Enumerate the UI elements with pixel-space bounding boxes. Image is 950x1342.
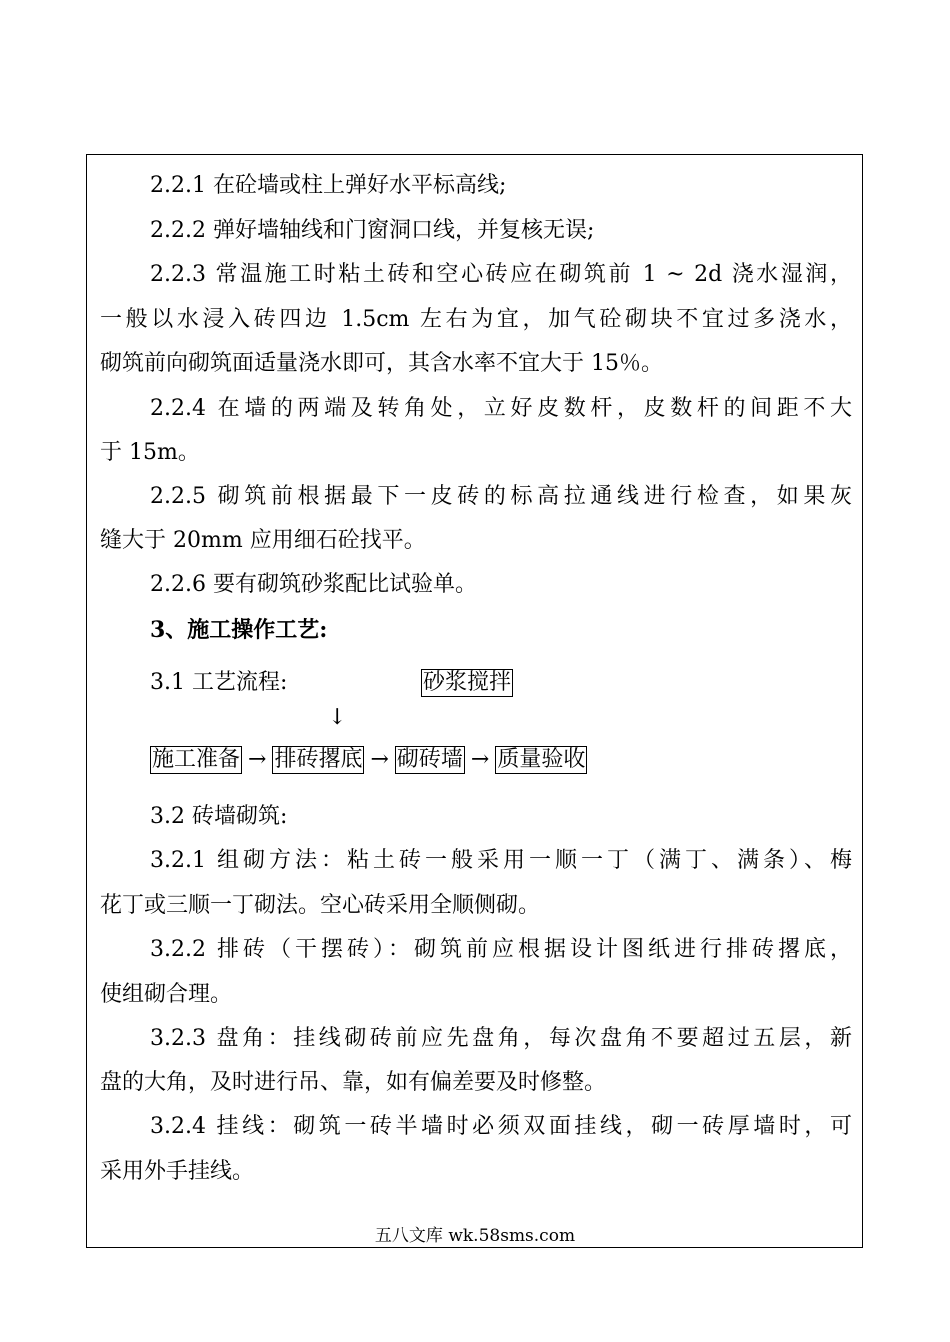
flow-box: 砌砖墙: [396, 747, 463, 772]
text-line: 花丁或三顺一丁砌法。空心砖采用全顺侧砌。: [100, 893, 541, 918]
right-arrow: →: [470, 747, 490, 772]
right-arrow: →: [370, 747, 389, 772]
text-line: 采用外手挂线。: [100, 1159, 255, 1184]
flow-label: 3.1 工艺流程:: [150, 670, 288, 695]
down-arrow: ↓: [328, 705, 347, 730]
section-heading: 3、施工操作工艺:: [150, 617, 328, 643]
text-line: 2.2.6 要有砌筑砂浆配比试验单。: [150, 572, 477, 597]
text-line: 3.2.2 排砖（干摆砖）：砌筑前应根据设计图纸进行排砖撂底，: [150, 937, 852, 962]
text-line: 于 15m。: [100, 440, 200, 465]
text-line: 3.2.4 挂线：砌筑一砖半墙时必须双面挂线，砌一砖厚墙时，可: [150, 1114, 852, 1139]
text-line: 2.2.1 在砼墙或柱上弹好水平标高线;: [150, 173, 507, 198]
text-line: 2.2.2 弹好墙轴线和门窗洞口线，并复核无误;: [150, 218, 595, 243]
text-line: 一般以水浸入砖四边 1.5cm 左右为宜，加气砼砌块不宜过多浇水，: [100, 307, 852, 332]
flow-box: 施工准备: [152, 747, 241, 772]
footer-watermark: 五八文库 wk.58sms.com: [374, 1226, 576, 1246]
flow-box: 砂浆搅拌: [423, 670, 512, 695]
text-line: 砌筑前向砌筑面适量浇水即可，其含水率不宜大于 15％。: [100, 351, 663, 376]
text-line: 缝大于 20mm 应用细石砼找平。: [100, 528, 426, 553]
text-line: 3.2.1 组砌方法：粘土砖一般采用一顺一丁（满丁、满条）、梅: [150, 848, 852, 873]
text-line: 3.2 砖墙砌筑:: [150, 804, 288, 829]
text-line: 3.2.3 盘角：挂线砌砖前应先盘角，每次盘角不要超过五层，新: [150, 1026, 852, 1051]
flow-row: [150, 737, 587, 783]
text-line: 2.2.3 常温施工时粘土砖和空心砖应在砌筑前 1 ~ 2d 浇水湿润，: [150, 262, 852, 287]
text-line: 2.2.5 砌筑前根据最下一皮砖的标高拉通线进行检查，如果灰: [150, 484, 852, 509]
text-line: 盘的大角，及时进行吊、靠，如有偏差要及时修整。: [100, 1070, 607, 1095]
text-line: 使组砌合理。: [100, 982, 233, 1007]
flow-box: 排砖撂底: [274, 747, 363, 772]
right-arrow: →: [248, 747, 267, 772]
flow-box: 质量验收: [497, 747, 586, 772]
flow-box-mortar: [421, 660, 513, 706]
text-line: 2.2.4 在墙的两端及转角处，立好皮数杆，皮数杆的间距不大: [150, 396, 852, 421]
